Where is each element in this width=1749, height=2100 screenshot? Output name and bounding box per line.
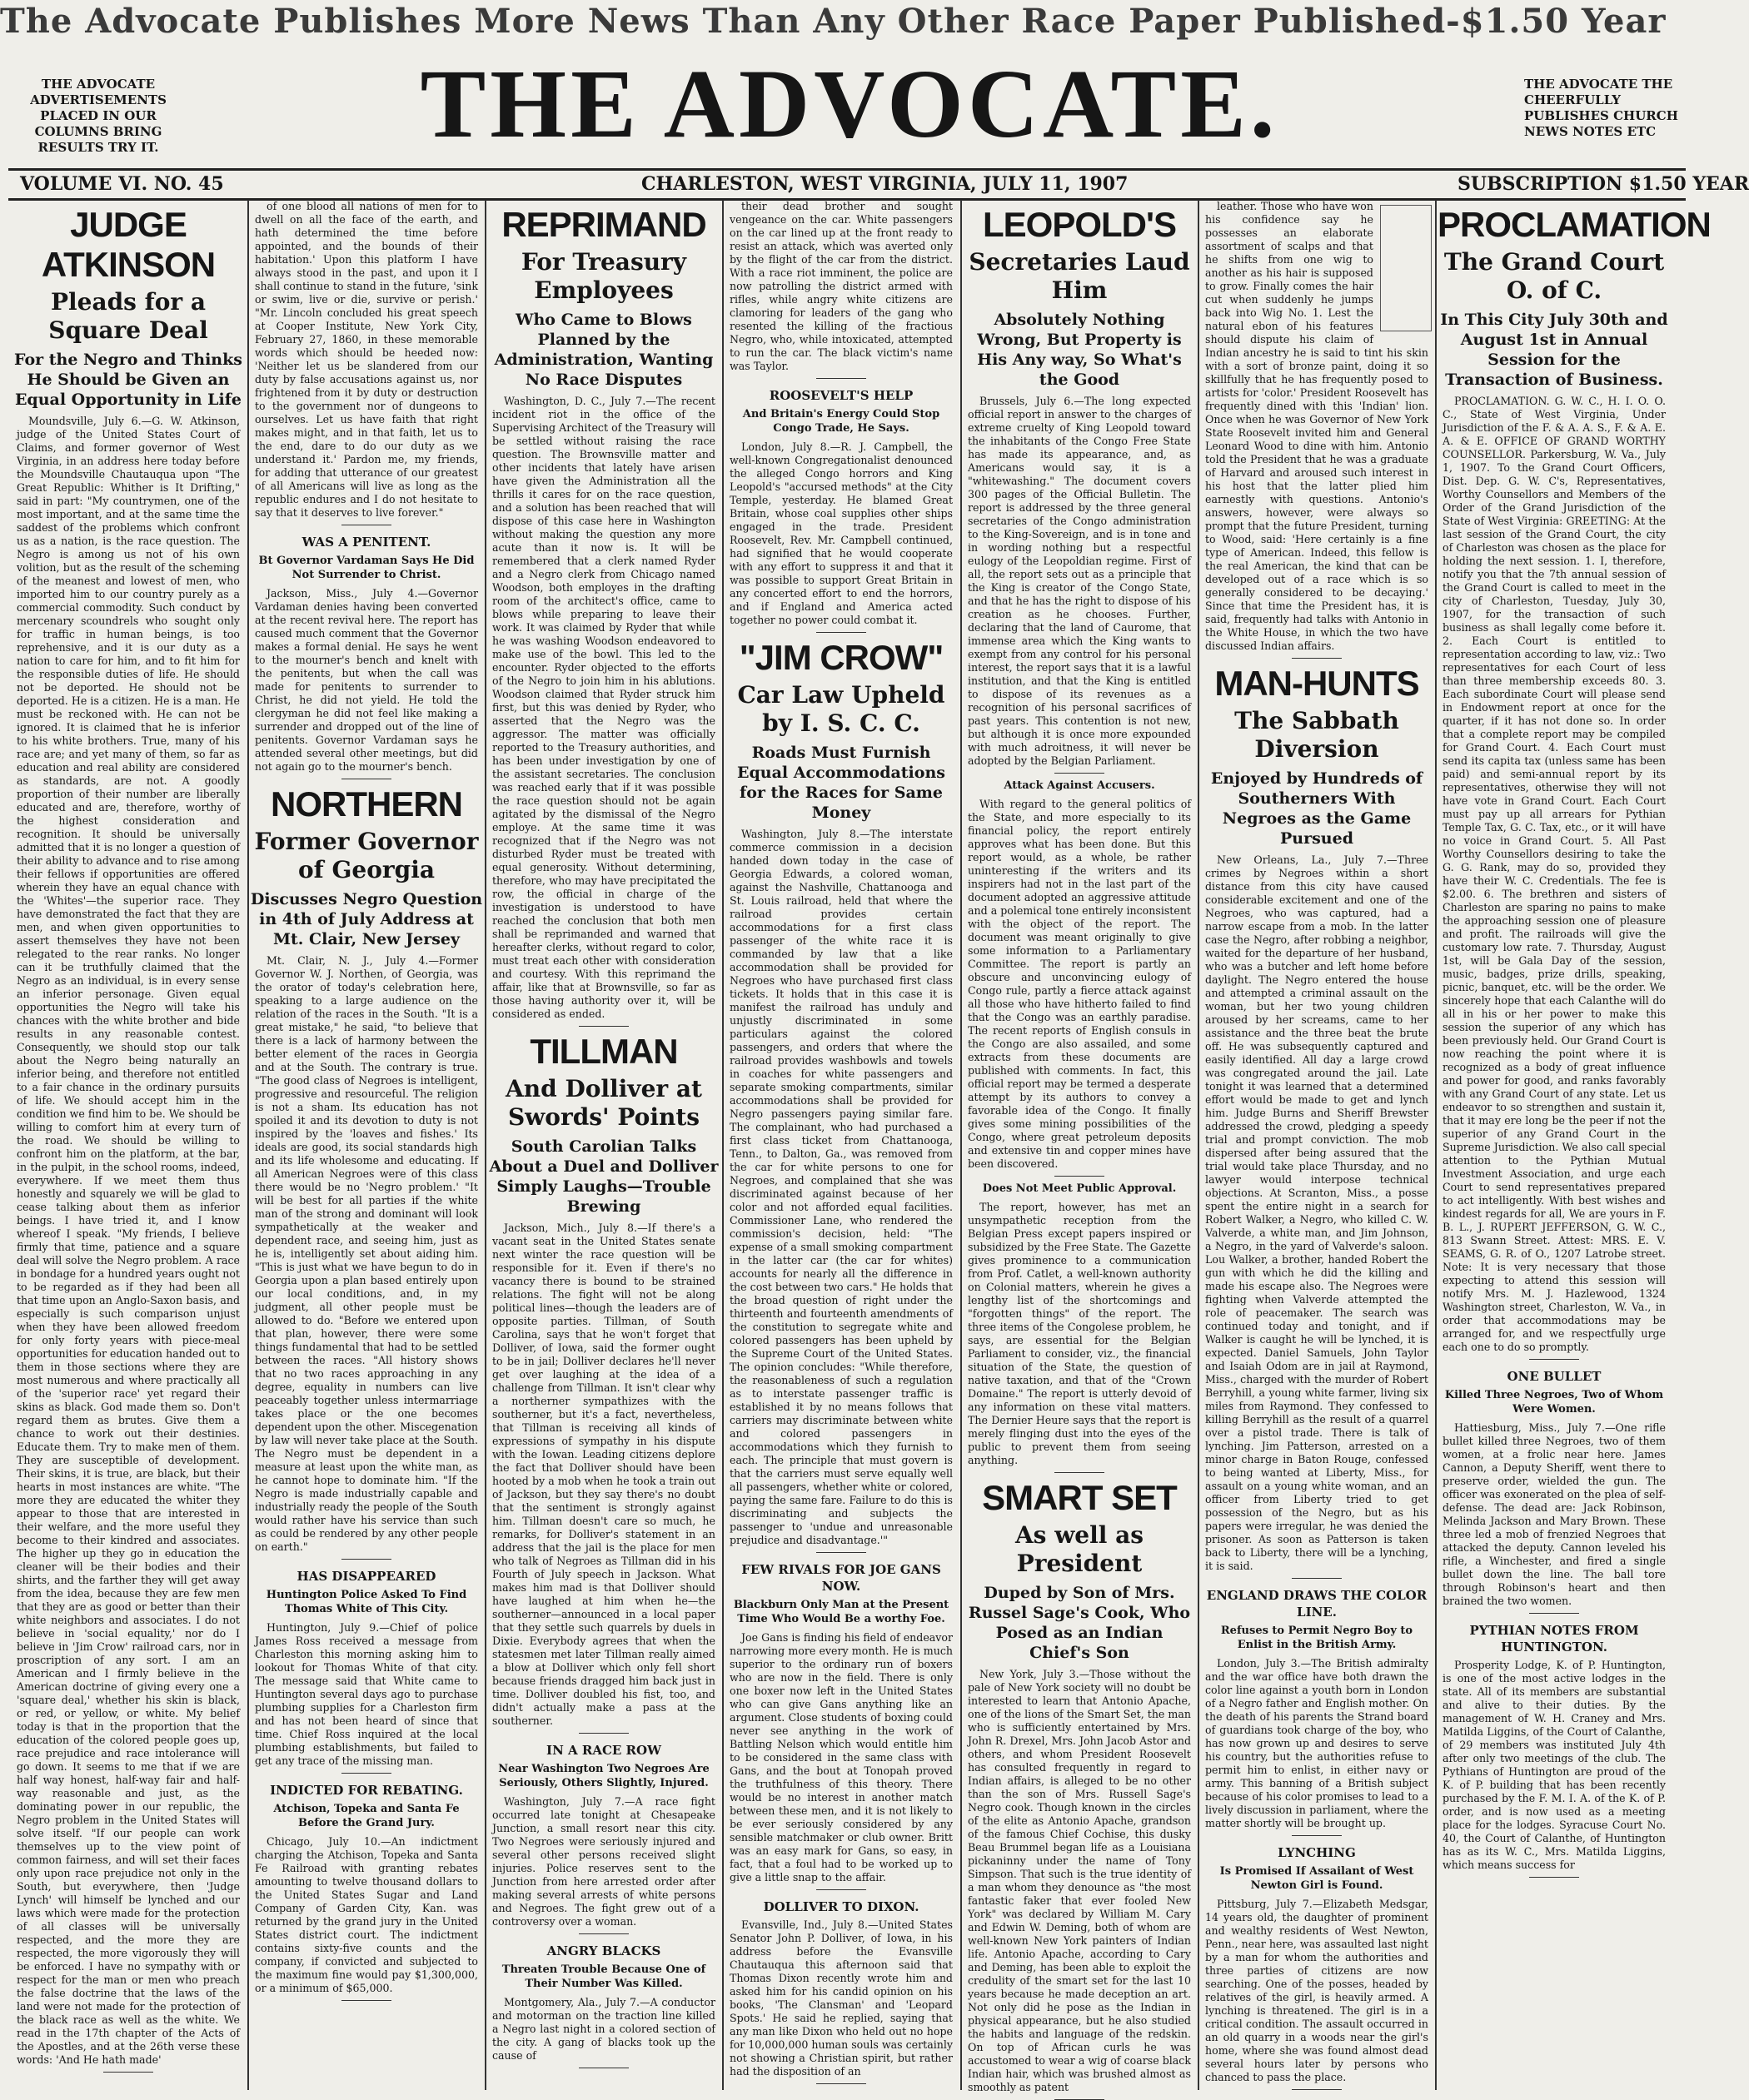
subheadline: And Dolliver at Swords' Points (506, 1075, 702, 1131)
column-separator (960, 200, 962, 2090)
article-body (487, 1795, 720, 1928)
article (487, 205, 720, 1027)
left-ear-box: THE ADVOCATE ADVERTISEMENTS PLACED IN OUR COLUMNS BRING RESULTS TRY IT. (30, 77, 167, 155)
article-body (250, 1621, 483, 1768)
article (725, 200, 958, 379)
section-divider (816, 1889, 866, 1890)
article-body (487, 1996, 720, 2063)
article-body (250, 587, 483, 774)
small-headline: ANGRY BLACKS (546, 1943, 661, 1958)
small-headline: INDICTED FOR REBATING. (270, 1783, 463, 1798)
small-headline: ONE BULLET (1507, 1369, 1602, 1384)
article (725, 387, 958, 633)
article-body (725, 828, 958, 1547)
date-location: CHARLESTON, WEST VIRGINIA, JULY 11, 1907 (641, 173, 1129, 195)
small-headline: PYTHIAN NOTES FROM HUNTINGTON. (1469, 1623, 1639, 1655)
headline: REPRIMAND (501, 205, 706, 244)
section-divider (579, 1026, 629, 1027)
subheadline: The Sabbath Diversion (1234, 707, 1399, 763)
article (963, 1478, 1196, 2100)
section-divider (1529, 1613, 1579, 1614)
article-text: Jackson, Mich., July 8.—If there's a vacant seat in the United States senate next winter the race question will be responsible for it. Even if there's no vacancy there is bound to be strained relations. The fight will not be along political lines—though the leaders are of opposite parties. Tillman, of South Carolina, says that he won't forget that Dolliver, of Iowa, said the former ought to be in jail; Dolliver declares he'll never get over laughing at the idea of a challenge from Tillman. It isn't clear why a northerner sympathizes with the southerner, but it's a fact, nevertheless, that Tillman is receiving all kinds of expressions of sympathy in his dispute with the Iowan. Leading citizens deplore the fact that Dolliver should have been hooted by a mob when he took a train out of Jackson, but they say there's no doubt that the sentiment is strongly against him. Tillman doesn't care so much, he remarks, for Dolliver's statement in an address that the jail is the place for men who talk of Negroes as Tillman did in his Fourth of July speech in Jackson. What makes him mad is that Dolliver should have laughed at him when he—the southerner—announced in a local paper that they settle such quarrels by duels in Dixie. Everybody agrees that when the statesmen met later Tillman really aimed a blow at Dolliver which only fell short because friends dragged him back just in time. Dolliver doubled his fist, too, and didn't actually make a pass at the southerner. (492, 1222, 715, 1727)
section-divider (1054, 773, 1104, 774)
article-body (250, 954, 483, 1554)
article-text: London, July 3.—The British admiralty and the war office have both drawn the color line against a youth born in London of a Negro father and English mother. On the death of his parents the Strand board of guardians took charge of the boy, who has now grown up and desires to serve his country, but the authorities refuse to permit him to enlist, in either navy or army. This banning of a British subject because of his color promises to lead to a lively discussion in parliament, where the matter shortly will be brought up. (1205, 1657, 1428, 1829)
column-4 (725, 200, 958, 2090)
section-divider (1529, 1359, 1579, 1360)
column-6 (1200, 200, 1433, 2090)
headline: MAN-HUNTS (1214, 664, 1419, 703)
article-body (963, 798, 1196, 1171)
small-deck: Atchison, Topeka and Santa Fe Before the Grand Jury. (273, 1803, 460, 1829)
subheadline: Car Law Upheld by I. S. C. C. (737, 681, 945, 737)
section-divider (341, 2000, 391, 2001)
article-text: Huntington, July 9.—Chief of police James Ross received a message from Charleston this morning asking him to lookout for Thomas White of that city. The message said that White came to Huntington several days ago to purchase plumbing supplies for a Charleston firm and has not been heard of since that time. Chief Ross inquired at the local plumbing establishments, but failed to get any trace of the missing man. (255, 1621, 478, 1767)
column-separator (722, 200, 724, 2090)
article (1200, 200, 1433, 659)
archive-stamp (1380, 205, 1432, 331)
article-text: Hattiesburg, Miss., July 7.—One rifle bullet killed three Negroes, two of them women, at a frolic near here. James Cannon, a Deputy Sheriff, went there to preserve order, wielded the gun. The officer was exonerated on the plea of self-defense. The dead are: Jack Robinson, Melinda Jackson and Mary Brown. These three led a mob of frenzied Negroes that attacked the deputy. Cannon leveled his rifle, a Winchester, and fired a single bullet down the line. The ball tore through Robinson's heart and then brained the two women. (1443, 1421, 1666, 1607)
article-body (725, 440, 958, 627)
subheadline: Former Governor of Georgia (254, 828, 479, 883)
article-text: Pittsburg, July 7.—Elizabeth Medsgar, 14 years old, the daughter of prominent and wealthy residents of West Newton, Penn., near here, was assaulted last night by a man for whom the authorities and three parties of citizens are now searching. One of the posses, headed by relatives of the girl, is heavily armed. A lynching is threatened. The girl is in a critical condition. The assault occurred in an old quarry in a woods near the girl's home, where she was found almost dead several hours later by persons who chanced to pass the place. (1205, 1898, 1428, 2083)
article-body (1438, 1421, 1671, 1608)
subscription-price: SUBSCRIPTION $1.50 YEAR (1458, 173, 1749, 195)
column-3 (487, 200, 720, 2090)
top-banner: The Advocate Publishes More News Than Any Other Race Paper Published-$1.50 Year (0, 2, 1667, 41)
volume-number: VOLUME VI. NO. 45 (20, 173, 224, 195)
article (250, 784, 483, 1560)
article-text: Washington, July 7.—A race fight occurred late tonight at Chesapeake Junction, a small resort near this city. Two Negroes were seriously injured and several other persons received slight injuries. Police reserves sent to the Junction from here arrested order after making several arrests of white persons and Negroes. The fight grew out of a controversy over a woman. (492, 1795, 715, 1928)
section-divider (341, 1559, 391, 1560)
small-deck: Attack Against Accusers. (1004, 779, 1155, 792)
article-text: The report, however, has met an unsympathetic reception from the Belgian Press except papers inspired or subsidized by the Free State. The Gazette gives prominence to a communication from Prof. Catlet, a well-known authority on Colonial matters, wherein he gives a lengthy list of the shortcomings and "forgotten things" of the report. The three items of the Congolese problem, he says, are essential for the Belgian Parliament to consider, viz., the financial situation of the State, the question of native taxation, and that of the "Crown Domaine." The report is utterly devoid of any information on these vital matters. The Dernier Heure says that the report is merely flinging dust into the eyes of the public to prevent them from seeing anything. (968, 1201, 1191, 1466)
section-divider (341, 1773, 391, 1774)
article-text: New Orleans, La., July 7.—Three crimes by Negroes within a short distance from this city have caused considerable excitement and one of the Negroes, who was captured, had a narrow escape from a mob. In the latter case the Negro, after robbing a neighbor, waited for the departure of her husband, who was a butcher and left home before daylight. The Negro entered the house and attempted a criminal assault on the woman, but her two young children aroused by her screams, came to her assistance and the three beat the brute off. He was subsequently captured and easily identified. All day a large crowd was congregated around the jail. Late tonight it was learned that a determined effort would be made to get and lynch him. Judge Burns and Sheriff Brewster addressed the crowd, pledging a speedy trial and prompt conviction. The mob dispersed after being assured that the trial would take place Thursday, and no lawyer would interpose technical objections. At Scranton, Miss., a posse spent the entire night in a search for Robert Walker, a Negro, who killed C. W. Valverde, a white man, and Jim Johnson, a Negro, in the yard of Valverde's saloon. Lou Walker, a brother, handed Robert the gun with which he did the killing and made his escape also. The Negroes were fighting when Valverde attempted the role of peacemaker. The search was continued today and tonight, and if Walker is caught he will be lynched, it is expected. Daniel Samuels, John Taylor and Isaiah Odom are in jail at Raymond, Miss., charged with the murder of Robert Berryhill, a young white farmer, living six miles from Raymond. They confessed to killing Berryhill as the result of a quarrel over a pistol trade. There is talk of lynching. Jim Patterson, arrested on a minor charge in Baton Rouge, confessed to being wanted at Liberty, Miss., for assault on a young white woman, and an officer from Liberty tried to get possession of the Negro, but as his papers were irregular, he was denied the prisoner. As soon as Patterson is taken back to Liberty, there will be a lynching, it is said. (1205, 853, 1428, 1572)
headline: SMART SET (982, 1478, 1177, 1517)
article (725, 638, 958, 1553)
article-body (725, 1631, 958, 1884)
article (963, 779, 1196, 1177)
small-headline: IN A RACE ROW (546, 1743, 661, 1758)
headline: LEOPOLD'S (982, 205, 1176, 244)
article (1200, 1587, 1433, 1836)
article-text: Brussels, July 6.—The long expected official report in answer to the charges of extreme cruelty of King Leopold toward the inhabitants of the Congo Free State has made its appearance, and, as Americans would say, it is a "whitewashing." The document covers 300 pages of the Official Bulletin. The report is addressed by the three general secretaries of the Congo administration to the King-Sovereign, and is in tone and in wording nothing but a respectful eulogy of the Leopoldian regime. First of all, the report sets out as a principle that the King is creator of the Congo State, and that he has the right to dispose of his creation as he chooses. Further, declaring that the land of Caurome, that immense area which the King wants to exempt from any control for his personal interest, the report says that it is a lawful institution, and that the King is entitled to dispose of its revenues as a recognition of his personal sacrifices of past years. This contention is not new, but although it is once more expounded with much adroitness, it will never be adopted by the Belgian Parliament. (968, 395, 1191, 767)
article-text: New York, July 3.—Those without the pale of New York society will no doubt be interested to learn that Antonio Apache, one of the lions of the Smart Set, the man who is sufficiently entertained by Mrs. John R. Drexel, Mrs. John Jacob Astor and others, and whom President Roosevelt has consulted frequently in regard to Indian affairs, is alleged to be no other than the son of Mrs. Russell Sage's Negro cook. Though known in the circles of the elite as Antonio Apache, grandson of the famous Chief Cochise, this dusky Beau Brummel began life as a Louisiana pickaninny under the name of Tony Simpson. That such is the true identity of a man whom they denounce as "the most fantastic faker that ever fooled New York" was declared by William M. Cary and Edwin W. Deming, both of whom are well-known New York painters of Indian life. Antonio Apache, according to Cary and Deming, has been able to exploit the credulity of the smart set for the last 10 years because he made deception an art. Not only did he pose as the Indian in physical appearance, but he also studied the habits and language of the redskin. On top of African curls he was accustomed to wear a wig of coarse black Indian hair, which was brushed almost as smoothly as patent (968, 1668, 1191, 2093)
article-body (487, 1222, 720, 1728)
article (250, 1782, 483, 2001)
article-body (1200, 1657, 1433, 1830)
small-headline: ROOSEVELT'S HELP (769, 388, 914, 403)
deck: Roads Must Furnish Equal Accommodations for the Races for Same Money (737, 744, 945, 822)
masthead-title: THE ADVOCATE. (420, 49, 1279, 158)
article-body (963, 1201, 1196, 1467)
deck: Discusses Negro Question in 4th of July Address at Mt. Clair, New Jersey (250, 890, 483, 948)
article-text: Joe Gans is finding his field of endeavor narrowing more every month. He is much superior to the ordinary run of boxers who are now in the field. There is only one boxer now left in the United States who can give Gans anything like an argument. Close students of boxing could never see anything in the work of Battling Nelson which would entitle him to be considered in the same class with Gans, and the bout at Tonopah proved the truthfulness of this theory. There would be no interest in another match between these men, and it is not likely to be ever seriously considered by any sensible matchmaker or club owner. Britt was an easy mark for Gans, so easy, in fact, that a foul had to be worked up to give a little snap to the affair. (730, 1631, 953, 1884)
article (1200, 664, 1433, 1579)
article-text: Evansville, Ind., July 8.—United States Senator John P. Dolliver, of Iowa, in his address before the Evansville Chautauqua this afternoon said that Thomas Dixon recently wrote him and asked him for his candid opinion on his books, 'The Clansman' and 'Leopard Spots.' He said he replied, saying that any man like Dixon who held out no hope for 10,000,000 human souls was certainly not showing a Christian spirit, but rather had the disposition of an (730, 1918, 953, 2078)
small-headline: LYNCHING (1278, 1845, 1356, 1860)
article (250, 200, 483, 525)
right-ear-box: THE ADVOCATE THE CHEERFULLY PUBLISHES CHURCH NEWS NOTES ETC (1524, 77, 1678, 139)
column-separator (485, 200, 486, 2090)
article (725, 1561, 958, 1890)
section-divider (816, 1552, 866, 1553)
article (487, 1742, 720, 1934)
article-text: PROCLAMATION. G. W. C., H. I. O. O. C., State of West Virginia, Under Jurisdiction of the F. & A. A. S., F. & A. E. A. & E. OFFICE OF GRAND WORTHY COUNSELLOR. Parkersburg, W. Va., July 1, 1907. To the Grand Court Officers, Dist. Dep. G. W. C's, Representatives, Worthy Counsellors and Members of the Order of the Grand Jurisdiction of the State of West Virginia: GREETING: At the last session of the Grand Court, the city of Charleston was chosen as the place for holding the next session. 1. I, therefore, notify you that the 7th annual session of the Grand Court is called to meet in the city of Charleston, Tuesday, July 30, 1907, for the transaction of such business as shall legally come before it. 2. Each Court is entitled to representation according to law, viz.: Two representatives for each Court of less than three membership exceeds 80. 3. Each subordinate Court will please send in Endowment report at once for the quarter, if it has not done so. In order that a complete report may be compiled for Grand Court. 4. Each Court must send its capita tax (unless same has been paid) and semi-annual report by its representatives, otherwise they will not have vote in Grand Court. Each Court must pay up all arrears for Pythian Temple Tax, G. C. Tax, etc., or it will have no voice in Grand Court. 5. All Past Worthy Counsellors desiring to take the G. G. Rank, may do so, provided they have their W. C. Credentials. The fee is $2.00. 6. The brethren and sisters of Charleston are sparing no pains to make the approaching session one of pleasure and profit. The railroads will give the customary low rate. 7. Thursday, August 1st, will be Gala Day of the session, music, badges, prize drills, speaking, picnic, banquet, etc. will be the order. We sincerely hope that each Calanthe will do all in his or her power to make this session the superior of any which has been previously held. Our Grand Court is now reaching the point where it is recognized as a body of great influence and power for good, and ranks favorably with any Grand Court of any state. Let us endeavor to so strengthen and sustain it, that it may ere long be the peer if not the superior of any Grand Court in the Supreme Jurisdiction. We also call special attention to the Pythian Mutual Investment Association, and urge each Court to send representatives prepared to act intelligently. With best wishes and kindest regards for all, We are yours in F. B. L., J. RUPERT JEFFERSON, G. W. C., 813 Swann Street. Attest: MRS. E. V. SEAMS, G. R. of O., 1207 Latrobe street. Note: It is very necessary that those expecting to attend this session will notify Mrs. M. J. Hazlewood, 1324 Washington street, Charleston, W. Va., in order that accommodations may be arranged for, and we respectfully urge each one to do so promptly. (1443, 395, 1666, 1353)
article-body (250, 1835, 483, 1995)
small-deck: Killed Three Negroes, Two of Whom Were Women. (1444, 1389, 1664, 1416)
article (487, 1032, 720, 1734)
article-text: their dead brother and sought vengeance on the car. White passengers on the car lined up at the front ready to resist an attack, which was averted only by the flight of the car from the district. With a race riot imminent, the police are now patrolling the district armed with rifles, while angry white citizens are clamoring for leaders of the gang who resented the killing of the fractious Negro, who, while intoxicated, attempted to run the car. The black victim's name was Taylor. (730, 200, 953, 372)
article-body (963, 1668, 1196, 2094)
small-deck: Does Not Meet Public Approval. (982, 1182, 1177, 1195)
subheadline: As well as President (1014, 1521, 1144, 1577)
small-deck: Threaten Trouble Because One of Their Number Was Killed. (501, 1963, 706, 1990)
column-5 (963, 200, 1196, 2093)
headline: JUDGE ATKINSON (41, 205, 216, 284)
dateline-bar (8, 173, 1749, 198)
section-divider (1292, 2089, 1342, 2090)
column-7 (1438, 200, 1711, 2090)
section-divider (1292, 1835, 1342, 1836)
deck: Who Came to Blows Planned by the Administration, Wanting No Race Disputes (494, 311, 714, 389)
subheadline: For Treasury Employees (521, 248, 687, 304)
small-headline: HAS DISAPPEARED (296, 1569, 436, 1584)
deck: South Carolian Talks About a Duel and Dolliver Simply Laughs—Trouble Brewing (489, 1137, 719, 1216)
article-text: leather. Those who have won his confidence say he possesses an elaborate assortment of scalps and that he shifts from one wig to another as his hair is supposed to grow. Finally comes the hair cut when suddenly he jumps back into Wig No. 1. Lest the natural ebon of his features should dispute his claim of Indian ancestry he is said to tint his skin with a sort of bronze paint, doing it so skillfully that he has frequently posed to artists for 'color.' President Roosevelt has frequently dined with this 'Indian' lion. Once when he was Governor of New York State Roosevelt invited him and General Leonard Wood to dine with him. Antonio told the President that he was a graduate of Harvard and aroused such interest in his host that the latter plied him earnestly with questions. Antonio's answers, however, were always so prompt that the future President, turning to Wood, said: 'Here certainly is a fine type of American. Indeed, this fellow is the real American, the kind that can be developed out of a race which is so generally considered to be decaying.' Since that time the President has, it is said, frequently had talks with Antonio in the White House, in which the two have discussed Indian affairs. (1205, 200, 1428, 652)
headline: TILLMAN (530, 1032, 678, 1071)
small-deck: Near Washington Two Negroes Are Seriously, Others Slightly, Injured. (498, 1763, 710, 1789)
small-deck: Is Promised If Assailant of West Newton Girl is Found. (1219, 1865, 1414, 1892)
article-text: Moundsville, July 6.—G. W. Atkinson, judge of the United States Court of Claims, and former governor of West Virginia, in an address here today before the Moundsville Chautauqua upon "The Great Republic: Whither is It Drifting," said in part: "My countrymen, one of the most important, and at the same time the saddest of the problems which confront us as a nation, is the race question. The Negro is among us not of his own volition, but as the result of the scheming of the meanest and lowest of men, who imported him to our country purely as a commercial commodity. Such conduct by mercenary scoundrels who sought only for traffic in human beings, is too reprehensive, and it is our duty as a nation to care for him, and to fit him for the responsible duties of life. He should not be deported. He should not be deported. He is a citizen. He is a man. He must be reckoned with. He can not be ignored. It is claimed that he is inferior to his white brothers. True, many of his race are; and yet many of them, so far as education and real ability are considered as standards, are not. A goodly proportion of their number are liberally educated and are, therefore, worthy of the highest consideration and recognition. It should be universally admitted that it is no longer a question of their ability to advance and to rise among their fellows if opportunities are offered wherein they have an equal chance with the 'Whites'—the superior race. They have demonstrated the fact that they are men, and when given opportunities to assert themselves they have not been relegated to the rear ranks. No longer can it be truthfully claimed that the Negro as an individual, is in every sense an inferior personage. Given equal opportunities the Negro will take his chances with the white brother and bide results in any reasonable contest. Consequently, we should stop our talk about the Negro being naturally an inferior being, and therefore not entitled to a fair chance in the ordinary pursuits of life. We should accept him in the condition we find him to be. We should be willing to comfort him at every turn of the road. We should be willing to confront him on the platform, at the bar, in the pulpit, in the school rooms, indeed, everywhere. If we meet them thus honestly and squarely we will be glad to cease talking about them as inferior beings. I have tried it, and I know whereof I speak. "My friends, I believe firmly that time, patience and a square deal will solve the Negro problem. A race in bondage for a hundred years ought not to be regarded as if they had been all that time upon an Anglo-Saxon basis, and especially is such comparison unjust when they have been allowed freedom for only forty years with piece-meal opportunities for education handed out to them in those sections where they are most numerous and where practically all of the 'superior race' yet regard their skins as black. God made them so. Don't regard them as brutes. Give them a chance to work out their destinies. Educate them. Try to make men of them. They are susceptible of development. Their skins, it is true, are black, but their hearts in most instances are white. "The more they are educated the whiter they appear to those that are interested in their welfare, and the more useful they become to their kindred and associates. The higher up they go in education the cleaner will be their bodies and their shirts, and the farther they will get away from the idea, because they are few men that they are as good or better than their white neighbors and associates. I do not believe in 'social equality,' nor do I believe in 'Jim Crow' railroad cars, nor in proscription of any sort. I am an American and I firmly believe in the American doctrine of giving every one a 'square deal,' whether his skin is black, or red, or yellow, or white. My belief today is that in the proportion that the education of the colored people goes up, race prejudice and race intolerance will go down. It seems to me that if we are half way honest, half-way fair and half-way reasonable and just, as the dominating power in our republic, the Negro problem in the United States will solve itself. "If our people can work themselves up to the view point of common fairness, and will set their faces only upon race prejudice not only in the South, but everywhere, then 'Judge Lynch' will himself be lynched and our laws which were made for the protection of all classes will be universally respected, and the more they are respected, the more vigorously they will be enforced. I have no sympathy with or respect for the man or men who preach the false doctrine that the laws of the land were not made for the protection of the black race as well as the white. We read in the 17th chapter of the Acts of the Apostles, and at the 26th verse these words: 'And He hath made' (17, 415, 240, 2066)
section-divider (816, 632, 866, 633)
section-divider (816, 378, 866, 379)
subheadline: Secretaries Laud Him (969, 248, 1190, 304)
article-body (1200, 1898, 1433, 2084)
article-body (963, 395, 1196, 768)
article-body (725, 1918, 958, 2078)
deck: Absolutely Nothing Wrong, But Property is His Any way, So What's the Good (977, 311, 1182, 389)
column-separator (1435, 200, 1437, 2090)
section-divider (1054, 1176, 1104, 1177)
article-text: of one blood all nations of men for to dwell on all the face of the earth, and hath determined the time before appointed, and the bounds of their habitation.' Upon this platform I have always stood in the past, and upon it I shall continue to stand in the future, 'sink or swim, live or die, survive or perish.' "Mr. Lincoln concluded his great speech at Cooper Institute, New York City, February 27, 1860, in these memorable words which should be heeded now: 'Neither let us be slandered from our duty by false accusations against us, nor frightened from it by duty or destruction to the government nor of dungeons to ourselves. Let us have faith that right makes might, and in that faith, let us to the end, dare to do our duty as we understand it.' Pardon me, my friends, for adding that utterance of our greatest of all Americans will live as long as the republic endures and I do not hesitate to say that it deserves to live forever." (255, 200, 478, 519)
section-divider (579, 1933, 629, 1934)
article-text: Prosperity Lodge, K. of P. Huntington, is one of the most active lodges in the state. All of its members are substantial and alive to their duties. By the management of W. H. Craney and Mrs. Matilda Liggins, of the Court of Calanthe, of 29 members was instituted July 4th after only two meetings of the club. The Pythians of Huntington are proud of the K. of P. building that has been recently purchased by the F. M. I. A. of the K. of P. order, and is now used as a meeting place for the lodges. Syracuse Court No. 40, the Court of Calanthe, of Huntington has as its W. C., Mrs. Matilda Liggins, which means success for (1443, 1659, 1666, 1871)
article (725, 1898, 958, 2084)
column-separator (1198, 200, 1199, 2090)
subheadline: Pleads for a Square Deal (48, 288, 208, 344)
deck: Enjoyed by Hundreds of Southerners With Negroes as the Game Pursued (1210, 769, 1423, 848)
article-body (725, 200, 958, 373)
small-headline: WAS A PENITENT. (301, 535, 431, 550)
article-body (12, 415, 245, 2067)
article (250, 534, 483, 779)
section-divider (816, 2083, 866, 2084)
small-headline: FEW RIVALS FOR JOE GANS NOW. (741, 1562, 941, 1594)
small-headline: ENGLAND DRAWS THE COLOR LINE. (1206, 1588, 1428, 1620)
article (250, 1568, 483, 1774)
article-body (250, 200, 483, 520)
column-1 (12, 200, 245, 2090)
section-divider (1054, 1472, 1104, 1473)
article (1200, 1844, 1433, 2090)
article-body (1438, 1659, 1671, 1872)
article (963, 205, 1196, 774)
headline: NORTHERN (271, 784, 462, 824)
article (1438, 1622, 1671, 1878)
article-body (1438, 395, 1671, 1354)
article (12, 205, 245, 2073)
small-deck: Bt Governor Vardaman Says He Did Not Surrender to Christ. (258, 555, 475, 581)
article-text: Washington, July 8.—The interstate commerce commission in a decision handed down today in the case of Georgia Edwards, a colored woman, against the Nashville, Chattanooga and St. Louis railroad, held that where the railroad provides certain accommodations for a first class passenger of the white race it is commanded by law that a like accommodation shall be provided for Negroes who have purchased first class tickets. It holds that in this case it is manifest the railroad has unduly and unjustly discriminated in some particulars against the colored passengers, and orders that where the railroad provides washbowls and towels in coaches for white passengers and separate smoking compartments, similar accommodations shall be provided for Negro passengers paying similar fare. The complainant, who had purchased a first class ticket from Chattanooga, Tenn., to Dalton, Ga., was removed from the car for white persons to one for Negroes, and complained that she was discriminated against because of her color and not afforded equal facilities. Commissioner Lane, who rendered the commission's decision, held: "The expense of a small smoking compartment in the latter car (the car for whites) accounts for nearly all the difference in the cost between two cars." He holds that the broad question of right under the thirteenth and fourteenth amendments of the constitution to segregate white and colored passengers has been upheld by the Supreme Court of the United States. The opinion concludes: "While therefore, the reasonableness of such a regulation as to interstate passenger traffic is established it by no means follows that carriers may discriminate between white and colored passengers in accommodations which they furnish to each. The principle that must govern is that the carriers must serve equally well all passengers, whether white or colored, paying the same fare. Failure to do this is discriminating and subjects the passenger to 'undue and unreasonable prejudice and disadvantage.'" (730, 828, 953, 1546)
small-headline: DOLLIVER TO DIXON. (763, 1899, 919, 1914)
article-text: Montgomery, Ala., July 7.—A conductor and motorman on the traction line killed a Negro last night in a colored section of the city. A gang of blacks took up the cause of (492, 1996, 715, 2062)
section-divider (1529, 1877, 1579, 1878)
section-divider (1292, 658, 1342, 659)
article-text: Jackson, Miss., July 4.—Governor Vardaman denies having been converted at the recent revival here. The report has caused much comment that the Governor makes a formal denial. He says he went to the mourner's bench and knelt with the penitents, but when the call was made for penitents to surrender to Christ, he did not yield. He told the clergyman he did not feel like making a surrender and dropped out of the line of penitents. Governor Vardaman says he attended several other meetings, but did not again go to the mourner's bench. (255, 587, 478, 773)
article (963, 1182, 1196, 1473)
section-divider (103, 2072, 153, 2073)
article-body (487, 395, 720, 1021)
deck: For the Negro and Thinks He Should be Given an Equal Opportunity in Life (14, 351, 242, 409)
section-divider (1292, 1578, 1342, 1579)
article-text: Chicago, July 10.—An indictment charging the Atchison, Topeka and Santa Fe Railroad with granting rebates amounting to twelve thousand dollars to the United States Sugar and Land Company of Garden City, Kan. was returned by the grand jury in the United States district court. The indictment contains sixty-five counts and the company, if convicted and subjected to the maximum fine would pay $1,300,000, or a minimum of $65,000. (255, 1835, 478, 1994)
small-deck: And Britain's Energy Could Stop Congo Trade, He Says. (742, 408, 940, 435)
headline: "JIM CROW" (739, 638, 944, 677)
article (1438, 1368, 1671, 1614)
headline: PROCLAMATION (1438, 205, 1711, 244)
masthead-rule (8, 168, 1686, 171)
article-text: Washington, D. C., July 7.—The recent incident riot in the office of the Supervising Architect of the Treasury will be settled without raising the race question. The Brownsville matter and other incidents that lately have arisen have given the Administration all the thrills it cares for on the race question, and a solution has been reached that will dispose of this case here in Washington without making the question any more acute than it now is. It will be remembered that a clerk named Ryder and a Negro clerk from Chicago named Woodson, both employes in the drafting room of the architect's office, came to blows while preparing to leave their work. It was claimed by Ryder that while he was washing Woodson endeavored to make use of the bowl. This led to the encounter. Ryder objected to the efforts of the Negro to join him in his ablutions. Woodson claimed that Ryder struck him first, but this was denied by Ryder, who asserted that the Negro was the aggressor. The matter was officially reported to the Treasury authorities, and has been under investigation by one of the assistant secretaries. The conclusion was reached early that if it was possible the race question should not be again agitated by the dismissal of the Negro employe. At the same time it was recognized that if the Negro was not disturbed Ryder must be treated with equal generosity. Without determining, therefore, who may have precipitated the row, the official in charge of the investigation is understood to have reached the conclusion that both men shall be reprimanded and warned that hereafter clerks, without regard to color, must treat each other with consideration and courtesy. With this reprimand the affair, like that at Brownsville, so far as those having authority over it, will be considered as ended. (492, 395, 715, 1020)
article-text: With regard to the general politics of the State, and more especially to its financial policy, the report entirely approves what has been done. But this report would, as a whole, be rather uninteresting if the writers and its inspirers had not in the last part of the document adopted an aggressive attitude and a polemical tone entirely inconsistent with the object of the report. The document was meant originally to give some information to a Parliamentary Committee. The report is partly an obscure and unconvincing eulogy of Congo rule, partly a fierce attack against all those who have hitherto failed to find that the Congo was an earthly paradise. The recent reports of English consuls in the Congo are also assailed, and some extracts from these documents are published with comments. In fact, this official report may be termed a desperate attempt by its authors to convey a favorable idea of the Congo. It finally gives some mining possibilities of the Congo, where great petroleum deposits and extensive tin and copper mines have been discovered. (968, 798, 1191, 1170)
article (1438, 205, 1711, 1360)
section-divider (579, 1733, 629, 1734)
article-text: Mt. Clair, N. J., July 4.—Former Governor W. J. Northen, of Georgia, was the orator of today's celebration here, speaking to a large audience on the relation of the races in the South. "It is a great mistake," he said, "to believe that there is a lack of harmony between the better element of the races in Georgia and at the South. The contrary is true. "The good class of Negroes is intelligent, progressive and resourceful. The religion is not a sham. Its education has not spoiled it and its devotion to duty is not inspired by the 'loaves and fishes.' Its ideals are good, its social standards high and its life wholesome and educating. If all American Negroes were of this class there would be no 'Negro problem.' "It will be best for all parties if the white man of the strong and dominant will look sympathetically at the weaker and dependent race, and seeing him, just as he is, intelligently set about aiding him. "This is just what we have begun to do in Georgia upon a plan based entirely upon our local conditions, and, in my judgment, all other people must be allowed to do. "Before we entered upon that plan, however, there were some things fundamental that had to be settled between the races. "All history shows that no two races approaching in any degree, equality in numbers can live peaceably together unless intermarriage takes place or the one becomes dependent upon the other. Miscegenation by law will never take place at the South. The Negro must be dependent in a measure at least upon the white man, as he cannot hope to dominate him. "If the Negro is made industrially capable and industrially ready the people of the South would rather have his service than such as could be rendered by any other people on earth." (255, 954, 478, 1553)
deck: In This City July 30th and August 1st in Annual Session for the Transaction of Business. (1440, 311, 1668, 389)
small-deck: Huntington Police Asked To Find Thomas White of This City. (266, 1589, 467, 1615)
article-body (1200, 853, 1433, 1573)
article-text: London, July 8.—R. J. Campbell, the well-known Congregationalist denounced the alleged Congo horrors and King Leopold's "accursed methods" at the City Temple, yesterday. He blamed Great Britain, whose coal supplies other ships engaged in the trade. President Roosevelt, Rev. Mr. Campbell continued, had signified that he would cooperate with any effort to suppress it and that it was possible to support Great Britain in any concerted effort to end the horrors, and if England and America acted together no power could combat it. (730, 440, 953, 626)
column-separator (247, 200, 249, 2090)
subheadline: The Grand Court O. of C. (1443, 248, 1665, 304)
article (487, 1943, 720, 2068)
small-deck: Refuses to Permit Negro Boy to Enlist in the British Army. (1220, 1625, 1413, 1651)
small-deck: Blackburn Only Man at the Present Time Who Would Be a worthy Foe. (733, 1599, 949, 1625)
deck: Duped by Son of Mrs. Russel Sage's Cook, Who Posed as an Indian Chief's Son (968, 1584, 1191, 1662)
column-2 (250, 200, 483, 2090)
